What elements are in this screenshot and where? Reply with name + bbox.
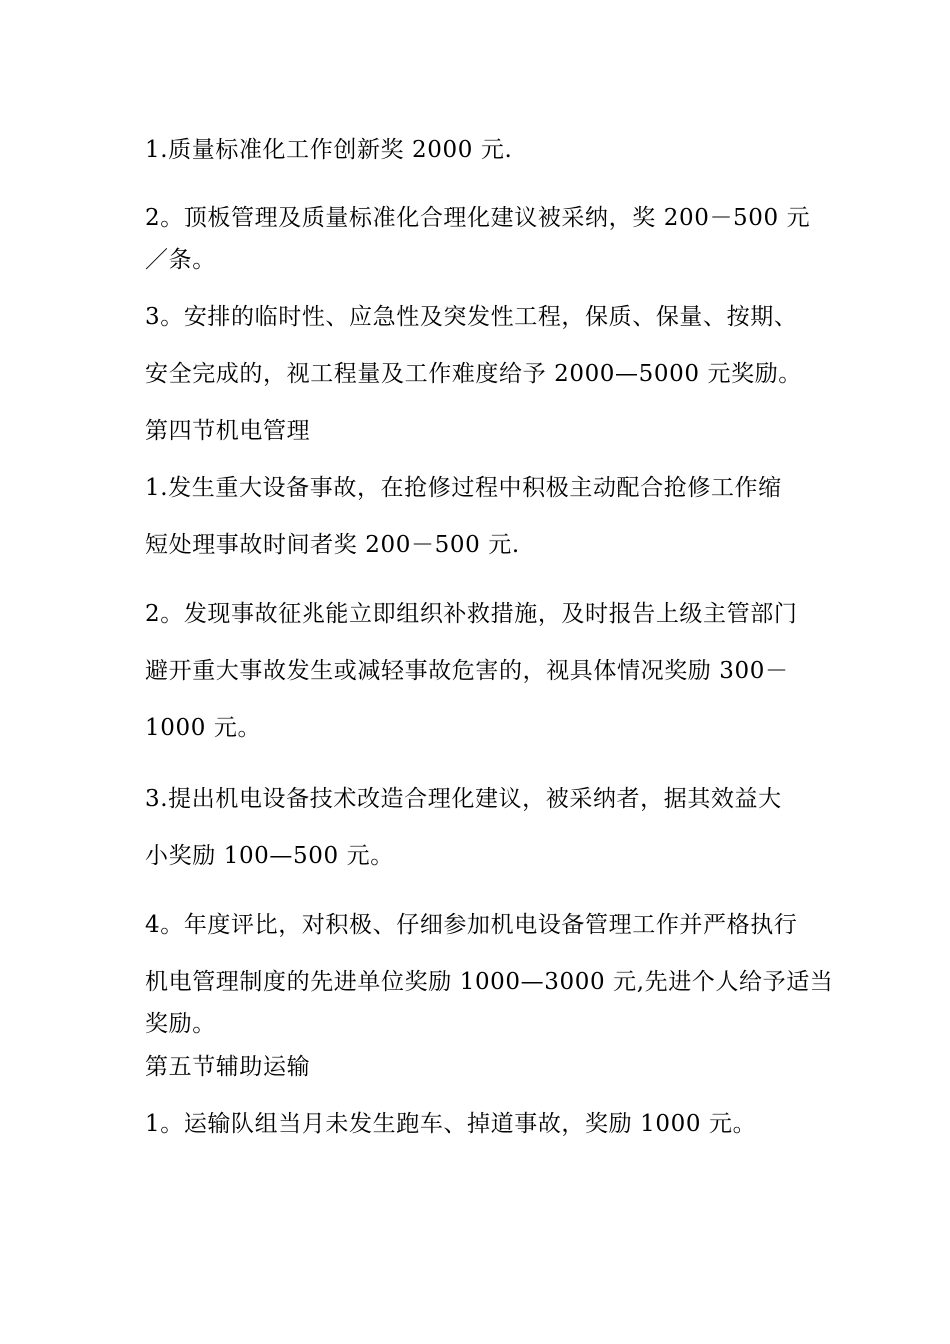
text-line: ／条。 xyxy=(145,247,216,273)
section-heading: 第五节辅助运输 xyxy=(145,1054,311,1080)
text-line: 4。年度评比，对积极、仔细参加机电设备管理工作并严格执行 xyxy=(145,912,798,938)
text-line: 1.质量标准化工作创新奖 2000 元. xyxy=(145,137,513,163)
text-line: 3。安排的临时性、应急性及突发性工程，保质、保量、按期、 xyxy=(145,304,798,330)
text-line: 3.提出机电设备技术改造合理化建议，被采纳者，据其效益大 xyxy=(145,786,782,812)
text-line: 安全完成的，视工程量及工作难度给予 2000—5000 元奖励。 xyxy=(145,361,802,387)
text-line: 2。顶板管理及质量标准化合理化建议被采纳，奖 200－500 元 xyxy=(145,205,811,231)
text-line: 短处理事故时间者奖 200－500 元. xyxy=(145,532,520,558)
section-heading: 第四节机电管理 xyxy=(145,418,311,444)
text-line: 小奖励 100—500 元。 xyxy=(145,843,394,869)
text-line: 奖励。 xyxy=(145,1011,216,1037)
text-line: 1000 元。 xyxy=(145,715,262,741)
text-line: 机电管理制度的先进单位奖励 1000—3000 元,先进个人给予适当 xyxy=(145,969,834,995)
text-line: 避开重大事故发生或减轻事故危害的，视具体情况奖励 300－ xyxy=(145,658,789,684)
text-line: 1.发生重大设备事故，在抢修过程中积极主动配合抢修工作缩 xyxy=(145,475,782,501)
text-line: 1。运输队组当月未发生跑车、掉道事故，奖励 1000 元。 xyxy=(145,1111,757,1137)
text-line: 2。发现事故征兆能立即组织补救措施，及时报告上级主管部门 xyxy=(145,601,798,627)
